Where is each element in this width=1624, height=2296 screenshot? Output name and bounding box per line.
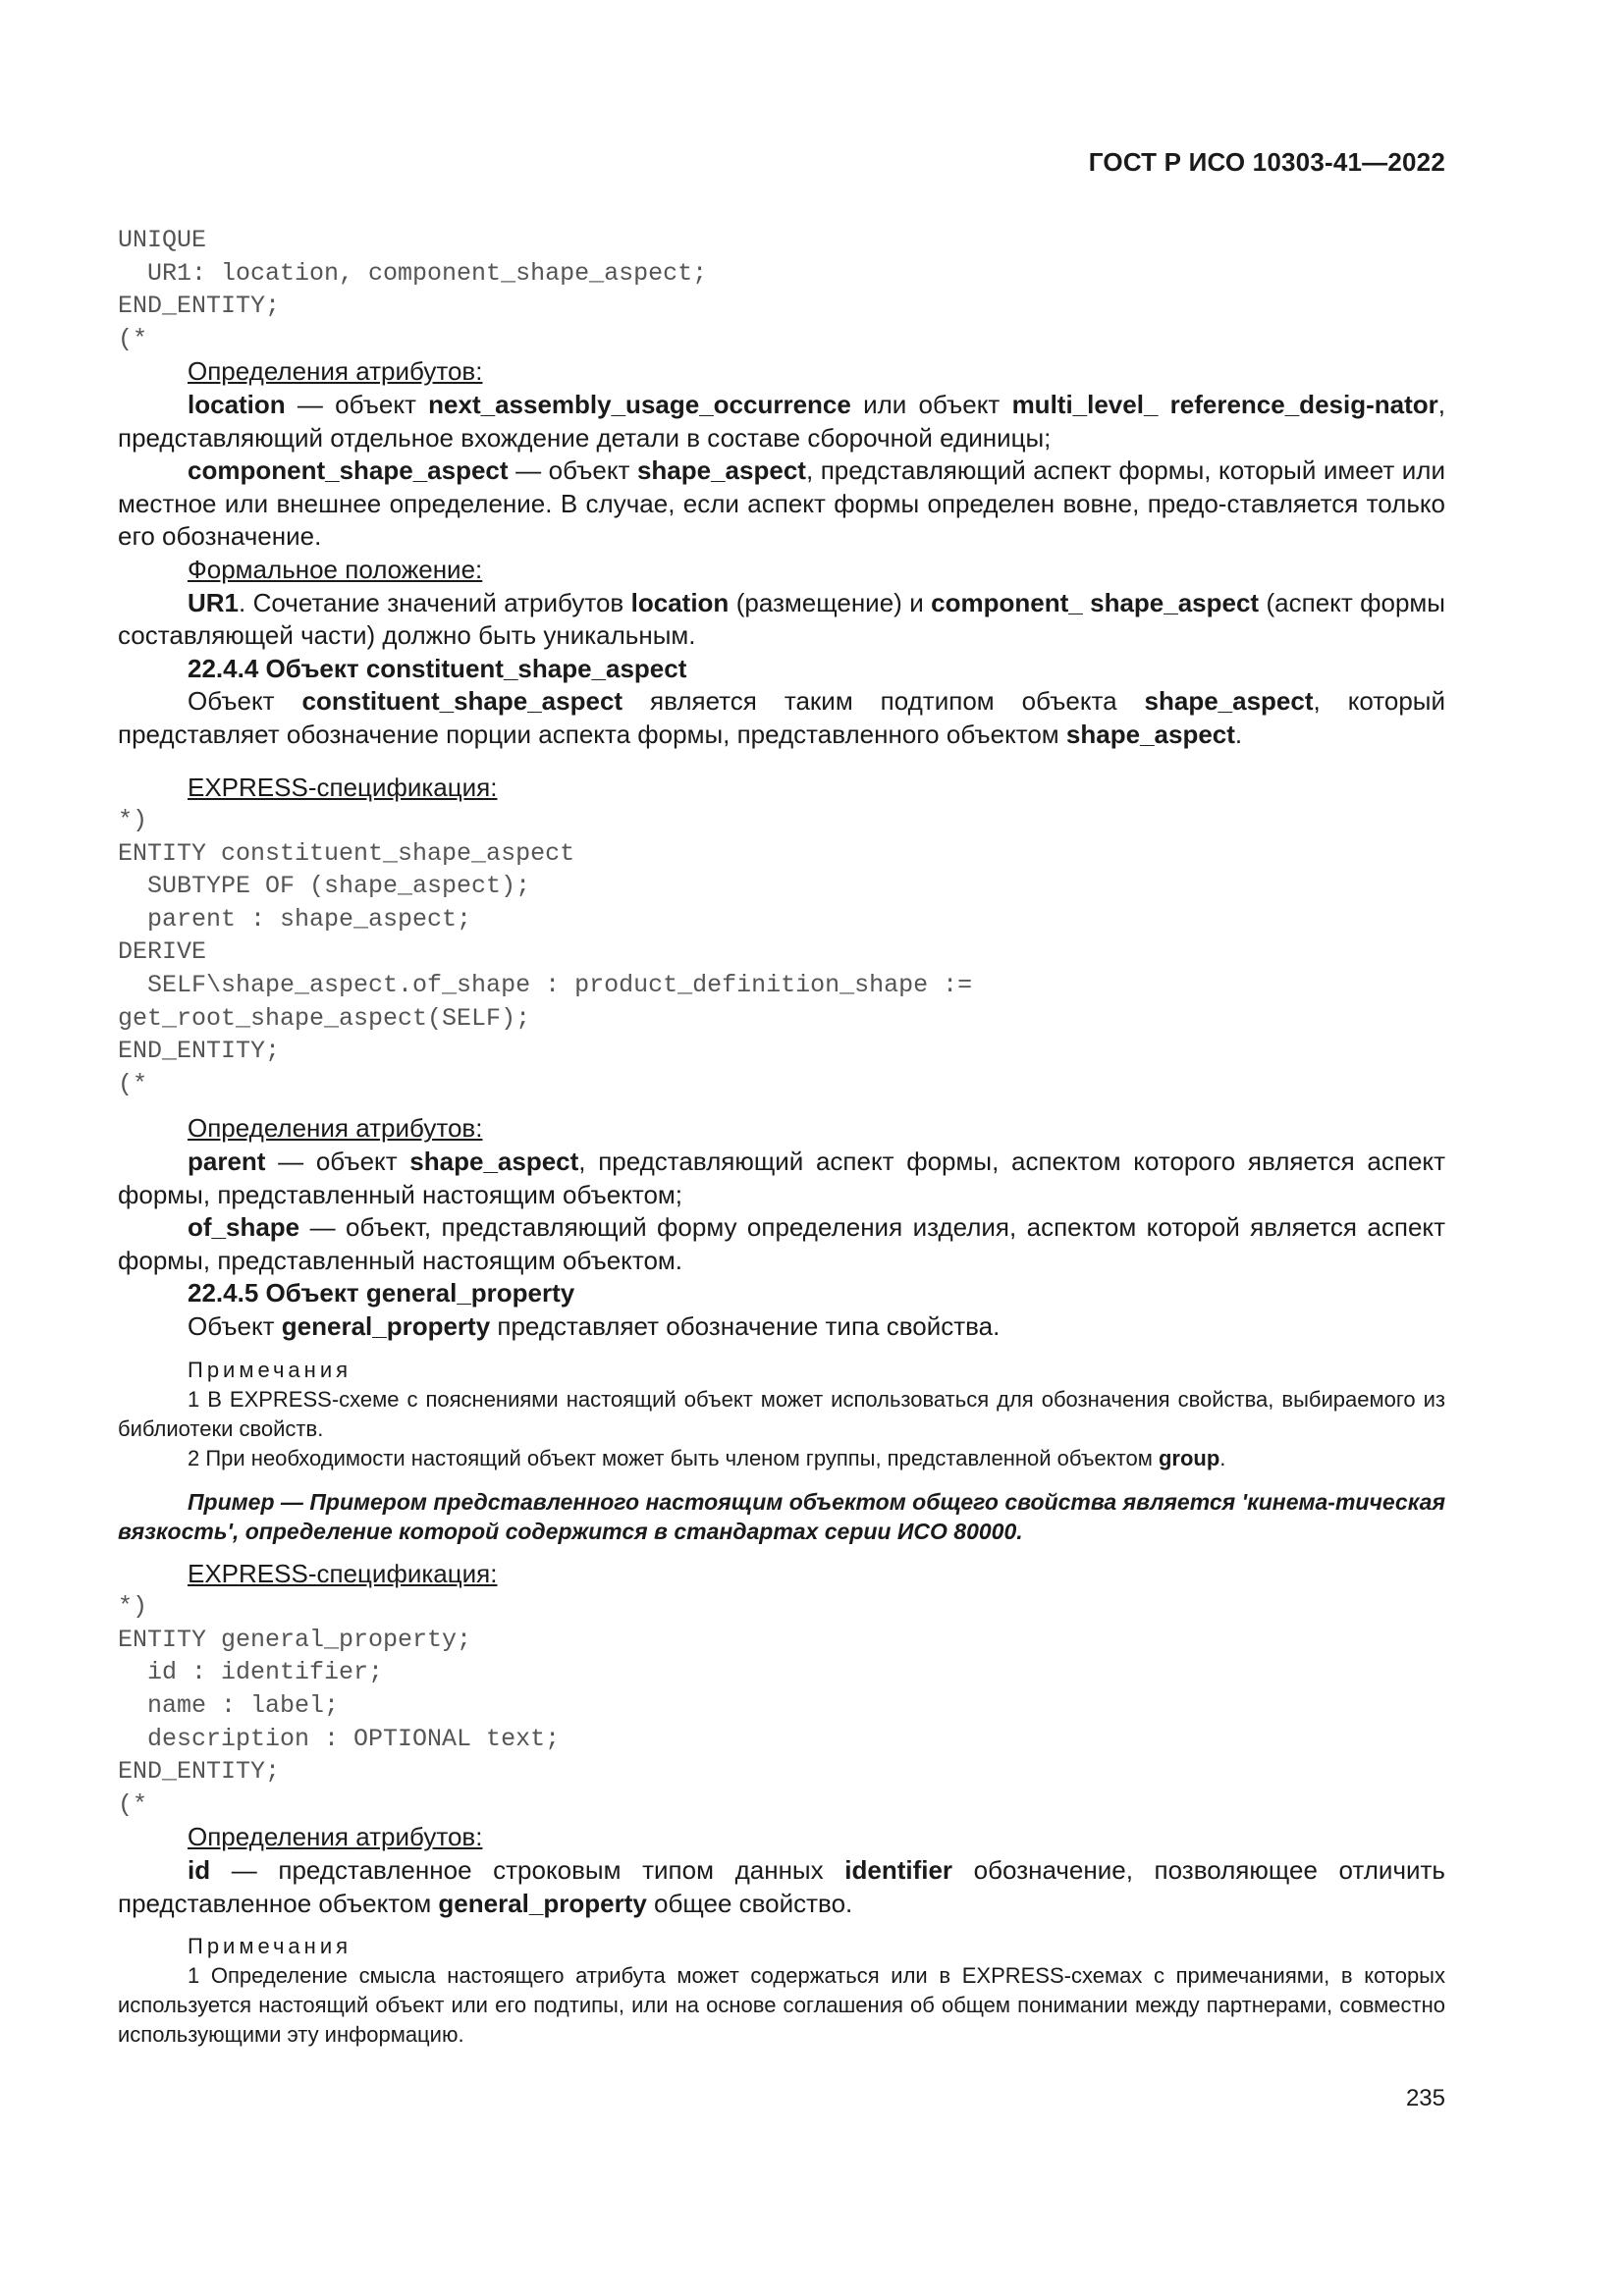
term: of_shape <box>188 1212 300 1243</box>
def-location <box>118 389 1445 454</box>
text: — объект <box>285 389 429 419</box>
def-of-shape <box>118 1211 1445 1277</box>
text: представляет обозначение типа свойства. <box>490 1311 1001 1341</box>
code-line: (* <box>118 1789 148 1819</box>
text: (размещение) и <box>729 587 932 617</box>
text: — объект <box>265 1147 410 1177</box>
def-parent <box>118 1146 1445 1211</box>
term: multi_level_ reference_desig-nator <box>1011 389 1438 419</box>
text: или объект <box>850 389 1012 419</box>
text: общее свойство. <box>646 1888 853 1918</box>
note-3: 1 Определение смысла настоящего атрибута может содержаться или в EXPRESS-схемах с примечаниями, в которых используется настоящий объект или его подтипы, или на основе соглашения об общем понимании между партнерами, совместно использующими эту информацию. <box>118 1963 1445 2048</box>
code-line: UNIQUE <box>118 226 207 254</box>
document-body <box>118 224 1445 2050</box>
code-block-constituent-shape-aspect <box>118 804 1445 1100</box>
def-ur1 <box>118 587 1445 653</box>
code-line: END_ENTITY; <box>118 292 281 321</box>
code-line: END_ENTITY; <box>118 1037 281 1066</box>
text: 2 При необходимости настоящий объект может быть членом группы, представленной объектом <box>188 1445 1159 1470</box>
code-line: SELF\shape_aspect.of_shape : product_definition_shape := <box>118 971 973 1000</box>
term: shape_aspect <box>1144 686 1314 717</box>
text: Объект <box>188 686 302 717</box>
term: general_property <box>438 1888 647 1918</box>
code-line: id : identifier; <box>118 1658 384 1687</box>
note-2 <box>118 1444 1445 1473</box>
term: shape_aspect <box>1065 719 1235 749</box>
note-1: 1 В EXPRESS-схеме с пояснениями настоящий объект может использоваться для обозначения свойства, выбираемого из библиотеки свойств. <box>118 1386 1445 1441</box>
text: , представляющий отдельное вхождение детали в составе сборочной единицы; <box>118 389 1445 453</box>
code-block-unique <box>118 224 1445 355</box>
text: обозначение, позволяющее отличить представленное объектом <box>118 1854 1445 1918</box>
attr-defs-label: Определения атрибутов: <box>188 356 483 387</box>
text: , который представляет обозначение порции аспекта формы, представленного объектом <box>118 686 1446 749</box>
term: group <box>1158 1445 1220 1470</box>
example: Пример — Примером представленного настоящим объектом общего свойства является 'кинема-тическая вязкость', определение которой содержится в стандартах серии ИСО 80000. <box>118 1488 1445 1544</box>
term: shape_aspect <box>409 1147 579 1177</box>
section-heading-2244: 22.4.4 Объект constituent_shape_aspect <box>188 653 687 683</box>
code-line: (* <box>118 1069 148 1098</box>
term: identifier <box>844 1854 953 1885</box>
text: (аспект формы составляющей части) должно быть уникальным. <box>118 587 1445 651</box>
term: component_shape_aspect <box>188 455 509 486</box>
code-line: *) <box>118 806 148 835</box>
code-line: *) <box>118 1592 148 1622</box>
attr-defs-label: Определения атрибутов: <box>188 1822 483 1852</box>
term: location <box>188 389 286 419</box>
code-line: get_root_shape_aspect(SELF); <box>118 1003 531 1033</box>
text: . <box>1219 1445 1226 1470</box>
document-page <box>118 0 1445 2296</box>
code-line: ENTITY general_property; <box>118 1625 472 1654</box>
term: UR1 <box>188 587 240 617</box>
code-block-general-property <box>118 1590 1445 1821</box>
notes-title: Примечания <box>188 1357 352 1382</box>
term: general_property <box>281 1311 491 1341</box>
code-line: name : label; <box>118 1690 340 1720</box>
term: id <box>188 1854 211 1885</box>
code-line: description : OPTIONAL text; <box>118 1724 561 1753</box>
section-heading-2245: 22.4.5 Объект general_property <box>188 1278 575 1308</box>
text: , представляющий аспект формы, аспектом которого является аспект формы, представленный настоящим объектом; <box>118 1147 1445 1209</box>
code-line: END_ENTITY; <box>118 1757 281 1787</box>
text: Объект <box>188 1311 282 1341</box>
text: . <box>1234 719 1243 749</box>
section-2244-intro <box>118 685 1445 751</box>
code-line: DERIVE <box>118 937 207 967</box>
express-spec-label: EXPRESS-спецификация: <box>188 1558 498 1588</box>
attr-defs-label: Определения атрибутов: <box>188 1113 483 1144</box>
express-spec-label: EXPRESS-спецификация: <box>188 772 498 802</box>
page-number: 235 <box>1405 2085 1445 2111</box>
notes-title: Примечания <box>188 1934 352 1959</box>
formal-label: Формальное положение: <box>188 554 483 584</box>
code-line: (* <box>118 324 148 353</box>
text: — объект, представляющий форму определения изделия, аспектом которой является аспект формы, представленный настоящим объектом. <box>118 1212 1445 1275</box>
term: component_ shape_aspect <box>931 587 1260 617</box>
term: location <box>630 587 730 617</box>
code-line: ENTITY constituent_shape_aspect <box>118 838 575 868</box>
code-line: SUBTYPE OF (shape_aspect); <box>118 872 531 901</box>
text: — объект <box>508 455 637 486</box>
text: , представляющий аспект формы, который имеет или местное или внешнее определение. В случае, если аспект формы определен вовне, предо-ставляется только его обозначение. <box>118 455 1446 552</box>
document-header: ГОСТ Р ИСО 10303-41—2022 <box>1088 147 1445 177</box>
code-line: parent : shape_aspect; <box>118 904 472 934</box>
text: . Сочетание значений атрибутов <box>239 587 631 617</box>
def-id <box>118 1854 1445 1920</box>
term: constituent_shape_aspect <box>301 686 623 717</box>
text: является таким подтипом объекта <box>623 686 1145 717</box>
section-2245-intro <box>118 1310 1445 1344</box>
term: next_assembly_usage_occurrence <box>428 389 851 419</box>
code-line: UR1: location, component_shape_aspect; <box>118 258 708 288</box>
text: — представленное строковым типом данных <box>210 1854 845 1885</box>
term: shape_aspect <box>636 455 806 486</box>
def-component-shape-aspect <box>118 454 1445 554</box>
term: parent <box>188 1147 266 1177</box>
